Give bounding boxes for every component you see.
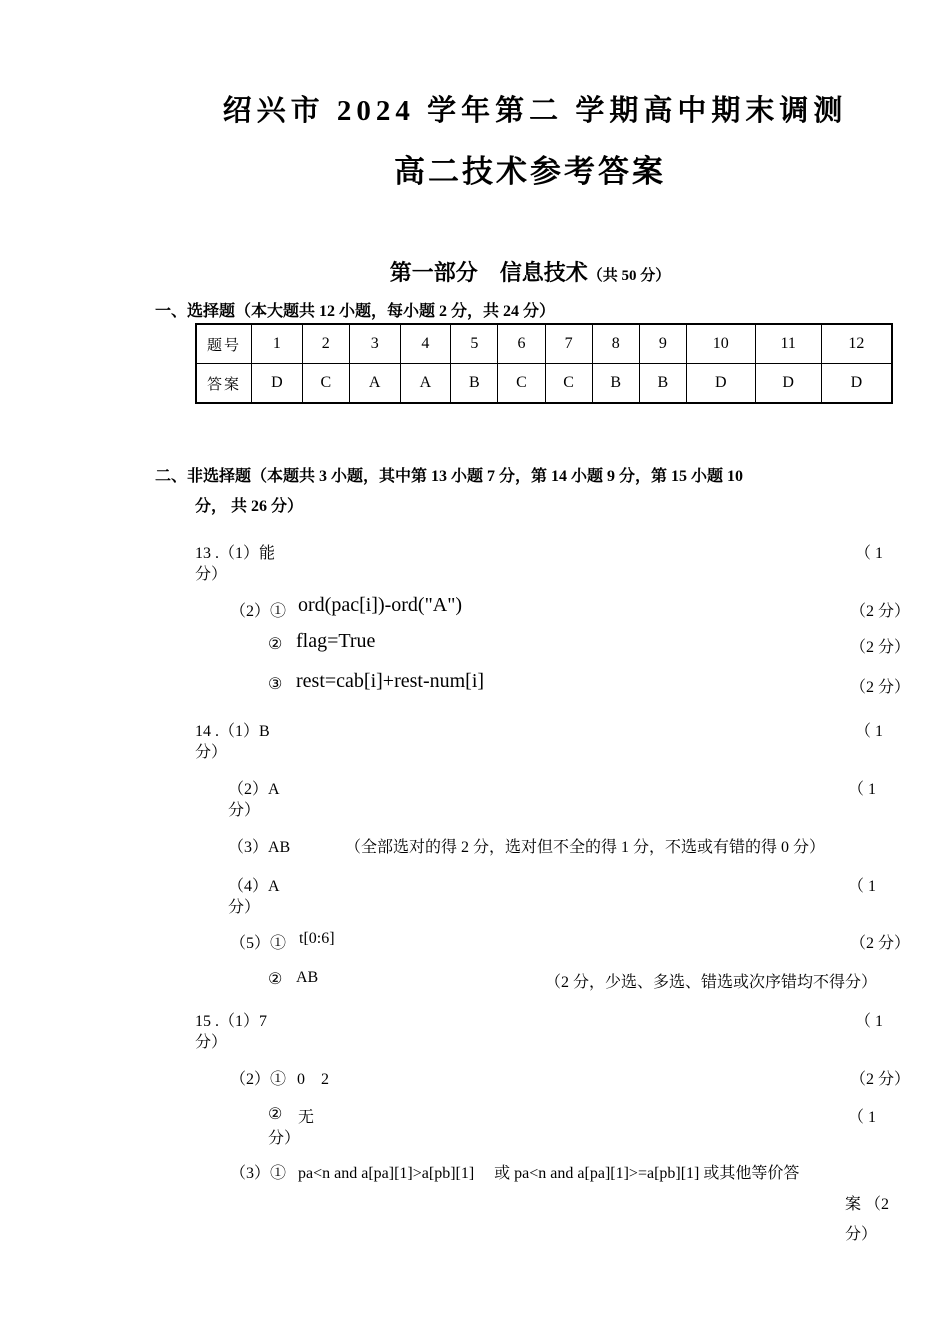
q15-part3-score-unit: 分） [845, 1226, 878, 1243]
page-subtitle: 高二技术参考答案 [394, 154, 666, 189]
question-number: 5 [451, 324, 498, 364]
table-row-numbers [196, 324, 892, 364]
q15-part2b-score-unit: 分） [268, 1130, 301, 1147]
q13-part2b-answer: flag=True [296, 630, 376, 652]
q13-part2c-score: （2 分） [850, 679, 911, 696]
q15-part1: 15 .（1）7 [195, 1013, 268, 1030]
q14-part1-score: （ 1 [855, 723, 884, 740]
row-label-answer: 答案 [196, 364, 252, 404]
section1-heading: 一、选择题（本大题共 12 小题，每小题 2 分，共 24 分） [155, 303, 556, 320]
q13-part2-label: （2）① [230, 603, 287, 620]
q14-part1: 14 .（1）B [195, 723, 270, 740]
q14-part4-score-unit: 分） [228, 899, 261, 916]
answer-cell: D [686, 364, 755, 404]
answer-cell: C [498, 364, 545, 404]
q15-part2b-label: ② [268, 1106, 283, 1123]
q15-part3-answer: pa<n and a[pa][1]>a[pb][1] 或 pa<n and a[pa][1]>=a[pb][1] 或其他等价答 [298, 1165, 800, 1182]
q13-part1: 13 .（1）能 [195, 545, 276, 562]
q15-part2-score: （2 分） [850, 1071, 911, 1088]
question-number: 10 [686, 324, 755, 364]
q13-part2-answer: ord(pac[i])-ord("A") [298, 594, 463, 616]
answer-table [195, 323, 893, 404]
answer-cell: D [821, 364, 892, 404]
q14-part5-label: （5）① [230, 935, 287, 952]
q13-part2c-label: ③ [268, 676, 283, 693]
section2-heading-line1: 二、非选择题（本题共 3 小题，其中第 13 小题 7 分，第 14 小题 9 分，第 15 小题 10 [155, 468, 744, 485]
q14-part2-score-unit: 分） [228, 802, 261, 819]
answer-cell: A [349, 364, 400, 404]
answer-cell: B [639, 364, 686, 404]
q14-part5b-answer: AB [296, 969, 319, 986]
row-label-number: 题号 [196, 324, 252, 364]
q14-part3-note: （全部选对的得 2 分，选对但不全的得 1 分，不选或有错的得 0 分） [345, 839, 826, 856]
q15-part2b-answer: 无 [298, 1109, 315, 1126]
question-number: 2 [302, 324, 349, 364]
answer-cell: A [400, 364, 451, 404]
question-number: 8 [592, 324, 639, 364]
part-heading [0, 256, 950, 287]
answer-cell: C [545, 364, 592, 404]
part-heading-note: （共 50 分） [587, 268, 671, 284]
q14-part5b-note: （2 分，少选、多选、错选或次序错均不得分） [545, 974, 878, 991]
q14-part5-score: （2 分） [850, 935, 911, 952]
answer-cell: B [592, 364, 639, 404]
q14-part4-score: （ 1 [848, 878, 877, 895]
q14-part2-score: （ 1 [848, 781, 877, 798]
q14-part5b-label: ② [268, 971, 283, 988]
q13-part1-score: （ 1 [855, 545, 884, 562]
q15-part2-label: （2）① [230, 1071, 287, 1088]
q13-part2b-label: ② [268, 636, 283, 653]
q15-part2-answer: 0 2 [297, 1071, 330, 1088]
answer-cell: D [755, 364, 821, 404]
q14-part3: （3）AB [228, 839, 291, 856]
answer-cell: C [302, 364, 349, 404]
question-number: 4 [400, 324, 451, 364]
question-number: 7 [545, 324, 592, 364]
q14-part4: （4）A [228, 878, 280, 895]
answer-cell: D [252, 364, 303, 404]
q15-part2b-score: （ 1 [848, 1109, 877, 1126]
page-title: 绍兴市 2024 学年第二 学期高中期末调测 [222, 95, 848, 127]
q14-part5-answer: t[0:6] [299, 930, 335, 947]
q15-part3-label: （3）① [230, 1165, 287, 1182]
q15-part1-score: （ 1 [855, 1013, 884, 1030]
q13-part2c-answer: rest=cab[i]+rest-num[i] [296, 670, 485, 692]
question-number: 1 [252, 324, 303, 364]
question-number: 9 [639, 324, 686, 364]
q13-part1-score-unit: 分） [195, 566, 228, 583]
question-number: 11 [755, 324, 821, 364]
question-number: 12 [821, 324, 892, 364]
answer-cell: B [451, 364, 498, 404]
q14-part1-score-unit: 分） [195, 744, 228, 761]
q14-part2: （2）A [228, 781, 280, 798]
q13-part2-score: （2 分） [850, 603, 911, 620]
section2-heading-line2: 分， 共 26 分） [195, 498, 304, 515]
question-number: 6 [498, 324, 545, 364]
question-number: 3 [349, 324, 400, 364]
table-row-answers [196, 364, 892, 404]
q15-part3-tail: 案 （2 [845, 1196, 890, 1213]
q15-part1-score-unit: 分） [195, 1034, 228, 1051]
q13-part2b-score: （2 分） [850, 639, 911, 656]
part-heading-text: 第一部分 信息技术 [389, 260, 588, 285]
